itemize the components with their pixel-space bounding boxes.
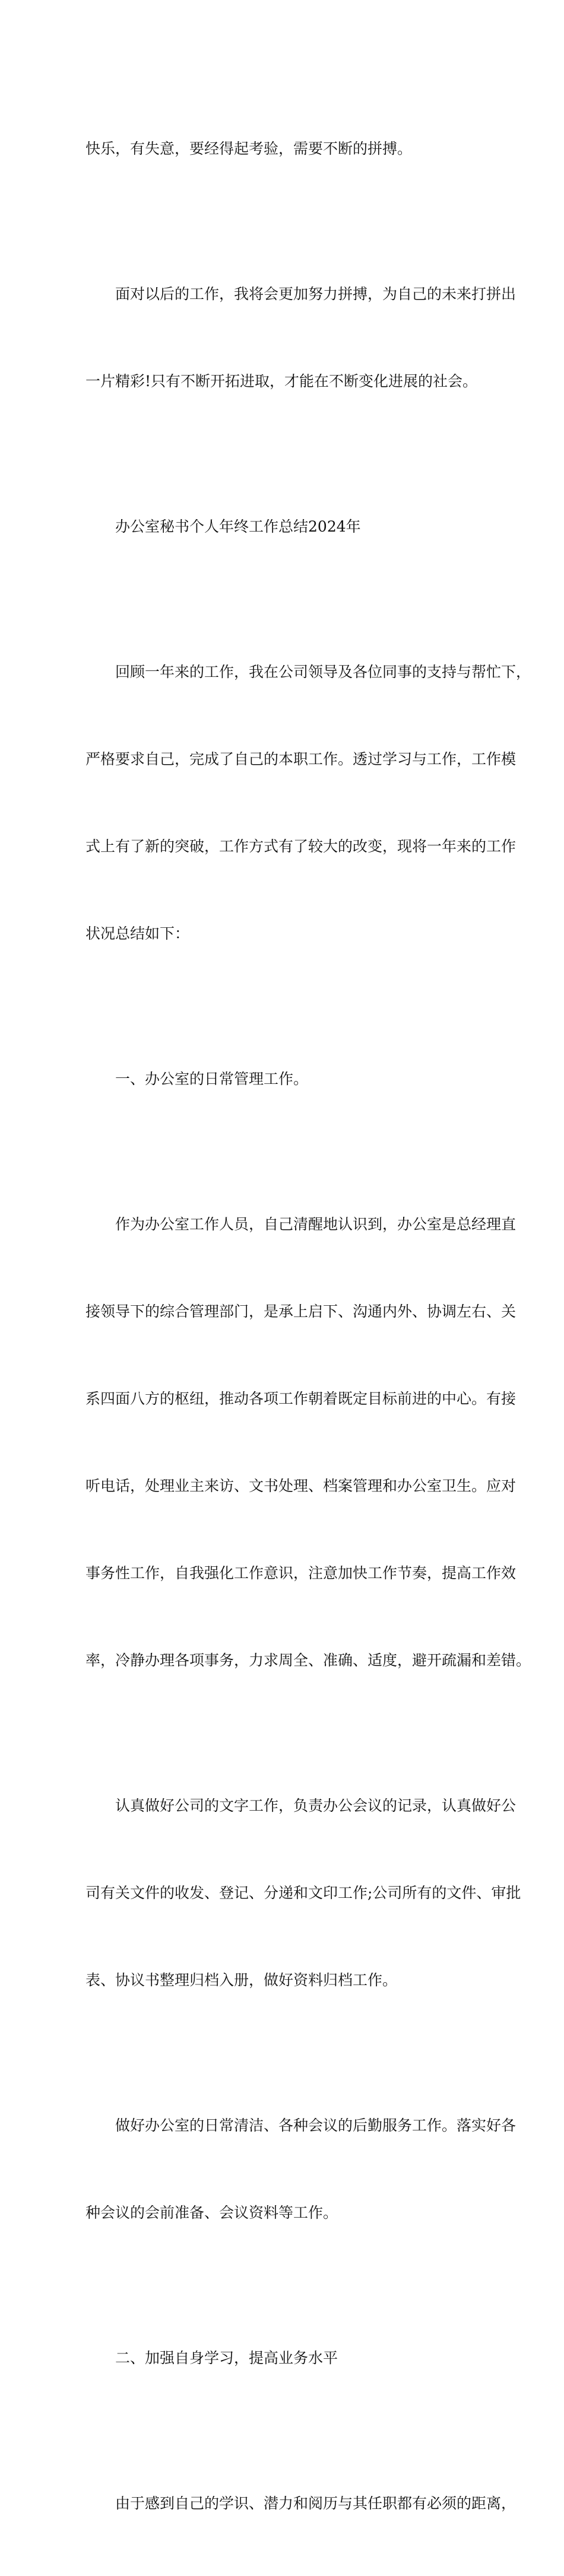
text-line: 表、协议书整理归档入册，做好资料归档工作。 bbox=[85, 1971, 398, 1989]
text-line: 司有关文件的收发、登记、分递和文印工作;公司所有的文件、审批 bbox=[85, 1884, 521, 1901]
text-line: 听电话，处理业主来访、文书处理、档案管理和办公室卫生。应对 bbox=[85, 1477, 517, 1494]
text-line: 认真做好公司的文字工作，负责办公会议的记录，认真做好公 bbox=[85, 1797, 517, 1814]
text-line: 作为办公室工作人员，自己清醒地认识到，办公室是总经理直 bbox=[85, 1216, 517, 1233]
text-line: 回顾一年来的工作，我在公司领导及各位同事的支持与帮忙下， bbox=[85, 663, 531, 680]
text-line: 二、加强自身学习，提高业务水平 bbox=[85, 2349, 338, 2367]
section-heading bbox=[85, 1006, 489, 1152]
paragraph bbox=[85, 221, 517, 454]
text-line: 接领导下的综合管理部门，是承上启下、沟通内外、协调左右、关 bbox=[85, 1303, 517, 1320]
paragraph bbox=[85, 2053, 517, 2285]
paragraph bbox=[85, 599, 531, 1006]
text-line: 事务性工作，自我强化工作意识，注意加快工作节奏，提高工作效 bbox=[85, 1564, 517, 1582]
text-line: 系四面八方的枢纽，推动各项工作朝着既定目标前进的中心。有接 bbox=[85, 1390, 517, 1407]
text-line: 一片精彩!只有不断开拓进取，才能在不断变化进展的社会。 bbox=[85, 373, 478, 390]
paragraph bbox=[85, 76, 489, 221]
text-line: 严格要求自己，完成了自己的本职工作。透过学习与工作，工作模 bbox=[85, 750, 517, 768]
document-body bbox=[85, 76, 531, 2576]
text-line: 式上有了新的突破，工作方式有了较大的改变，现将一年来的工作 bbox=[85, 838, 517, 855]
text-line: 一、办公室的日常管理工作。 bbox=[85, 1070, 309, 1087]
text-line: 率，冷静办理各项事务，力求周全、准确、适度，避开疏漏和差错。 bbox=[85, 1652, 531, 1669]
paragraph bbox=[85, 1733, 521, 2053]
paragraph bbox=[85, 1152, 531, 1733]
paragraph bbox=[85, 2431, 517, 2576]
text-line: 快乐，有失意，要经得起考验，需要不断的拼搏。 bbox=[85, 140, 413, 157]
text-line: 状况总结如下： bbox=[85, 925, 190, 942]
text-line: 种会议的会前准备、会议资料等工作。 bbox=[85, 2204, 338, 2221]
section-title bbox=[85, 454, 489, 599]
text-line: 由于感到自己的学识、潜力和阅历与其任职都有必须的距离， bbox=[85, 2495, 517, 2512]
text-line: 面对以后的工作，我将会更加努力拼搏，为自己的未来打拼出 bbox=[85, 285, 517, 303]
text-line: 做好办公室的日常清洁、各种会议的后勤服务工作。落实好各 bbox=[85, 2117, 517, 2134]
text-line: 办公室秘书个人年终工作总结2024年 bbox=[85, 518, 361, 535]
section-heading bbox=[85, 2285, 489, 2431]
